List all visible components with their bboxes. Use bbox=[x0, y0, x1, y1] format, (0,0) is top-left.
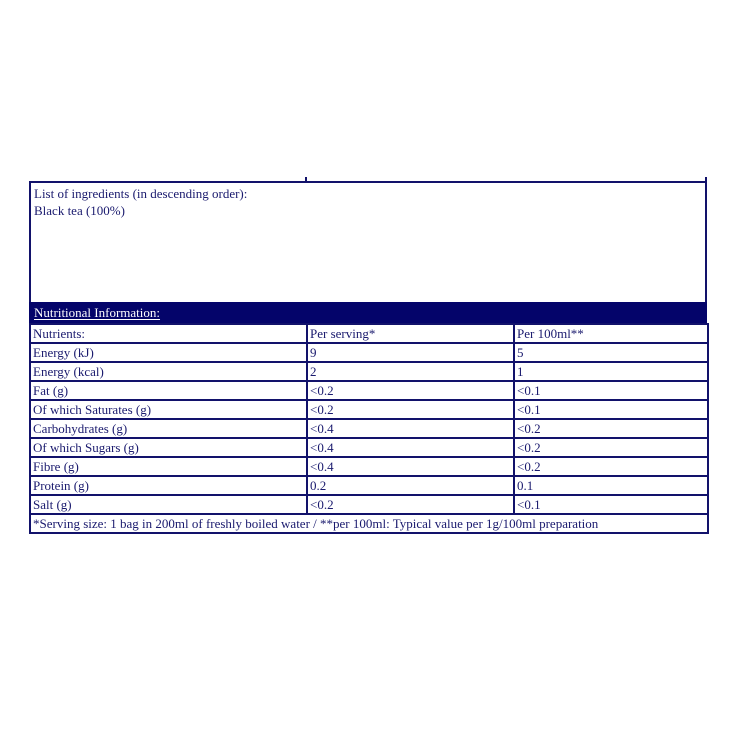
nutrient-name: Carbohydrates (g) bbox=[30, 419, 307, 438]
table-row bbox=[30, 495, 708, 514]
nutrient-name: Fat (g) bbox=[30, 381, 307, 400]
column-header-nutrient: Nutrients: bbox=[30, 324, 307, 343]
nutrition-title: Nutritional Information: bbox=[34, 305, 161, 320]
per-serving-value: 2 bbox=[307, 362, 514, 381]
per-serving-value: 9 bbox=[307, 343, 514, 362]
ingredients-heading: List of ingredients (in descending order): bbox=[34, 186, 248, 201]
table-row bbox=[30, 362, 708, 381]
footnote-row bbox=[30, 514, 708, 533]
per-serving-value: <0.4 bbox=[307, 419, 514, 438]
per-serving-value: <0.4 bbox=[307, 457, 514, 476]
table-row bbox=[30, 476, 708, 495]
per-100ml-value: <0.2 bbox=[514, 457, 708, 476]
nutrient-name: Energy (kcal) bbox=[30, 362, 307, 381]
table-row bbox=[30, 419, 708, 438]
per-serving-value: <0.2 bbox=[307, 495, 514, 514]
nutrient-name: Energy (kJ) bbox=[30, 343, 307, 362]
table-row bbox=[30, 438, 708, 457]
per-100ml-value: <0.1 bbox=[514, 495, 708, 514]
nutrient-name: Fibre (g) bbox=[30, 457, 307, 476]
nutrient-name: Of which Saturates (g) bbox=[30, 400, 307, 419]
nutrient-name: Salt (g) bbox=[30, 495, 307, 514]
per-serving-value: 0.2 bbox=[307, 476, 514, 495]
table-row bbox=[30, 400, 708, 419]
per-100ml-value: <0.2 bbox=[514, 438, 708, 457]
table-row bbox=[30, 381, 708, 400]
product-info-sheet bbox=[29, 181, 707, 534]
nutrient-name: Of which Sugars (g) bbox=[30, 438, 307, 457]
per-100ml-value: <0.2 bbox=[514, 419, 708, 438]
ingredients-section bbox=[29, 181, 707, 302]
per-serving-value: <0.2 bbox=[307, 400, 514, 419]
nutrition-table bbox=[29, 323, 709, 534]
column-header-per-100ml: Per 100ml** bbox=[514, 324, 708, 343]
footnote: *Serving size: 1 bag in 200ml of freshly boiled water / **per 100ml: Typical value per 1g/100ml preparation bbox=[30, 514, 708, 533]
table-row bbox=[30, 457, 708, 476]
nutrition-title-band bbox=[29, 302, 707, 323]
table-header-row bbox=[30, 324, 708, 343]
table-row bbox=[30, 343, 708, 362]
per-100ml-value: 1 bbox=[514, 362, 708, 381]
per-100ml-value: <0.1 bbox=[514, 381, 708, 400]
nutrient-name: Protein (g) bbox=[30, 476, 307, 495]
per-100ml-value: <0.1 bbox=[514, 400, 708, 419]
column-header-per-serving: Per serving* bbox=[307, 324, 514, 343]
per-100ml-value: 5 bbox=[514, 343, 708, 362]
ingredients-text: Black tea (100%) bbox=[34, 203, 125, 218]
per-serving-value: <0.4 bbox=[307, 438, 514, 457]
per-serving-value: <0.2 bbox=[307, 381, 514, 400]
per-100ml-value: 0.1 bbox=[514, 476, 708, 495]
